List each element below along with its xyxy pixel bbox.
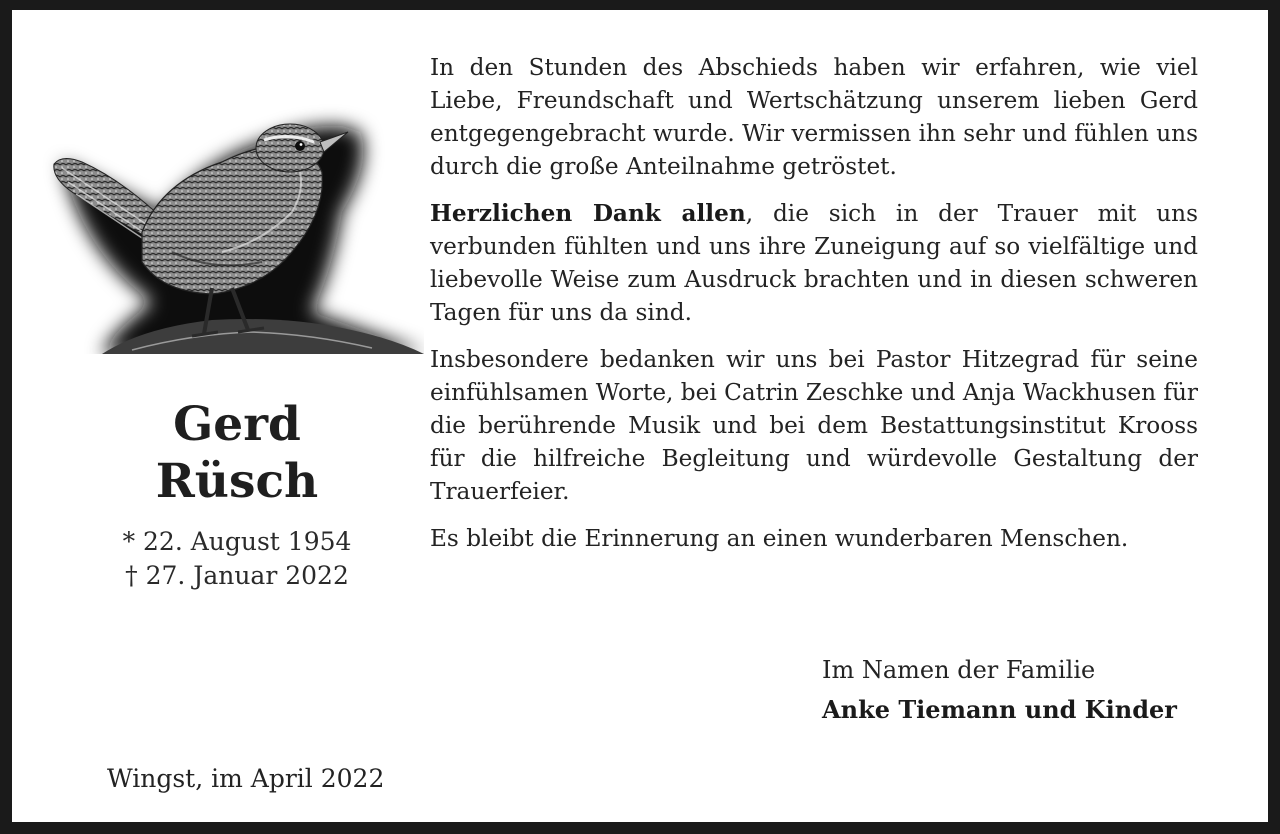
- deceased-last-name: Rüsch: [155, 454, 319, 509]
- paragraph-dank: [430, 197, 1198, 329]
- birth-date: * 22. August 1954: [122, 527, 352, 556]
- wren-bird-icon: [42, 102, 424, 354]
- dank-rest: , die sich in der Trauer mit uns verbunden fühlten und uns ihre Zuneigung auf so vielfältige und liebevolle Weise zum Ausdruck brachten und in diesen schweren Tagen für uns da sind.: [430, 200, 1198, 326]
- death-date: † 27. Januar 2022: [125, 561, 349, 590]
- place-date: Wingst, im April 2022: [107, 764, 385, 793]
- paragraph-insbesondere: Insbesondere bedanken wir uns bei Pastor Hitzegrad für seine einfühlsamen Worte, bei Catrin Zeschke und Anja Wackhusen für die berührende Musik und bei dem Bestattungsinstitut Krooss für die hilfreiche Begleitung und würdevolle Gestaltung der Trauerfeier.: [430, 346, 1198, 505]
- signature-names: Anke Tiemann und Kinder: [822, 695, 1177, 724]
- paragraph-abschied: In den Stunden des Abschieds haben wir erfahren, wie viel Liebe, Freundschaft und Wertschätzung unserem lieben Gerd entgegengebracht wurde. Wir vermissen ihn sehr und fühlen uns durch die große Anteilnahme getröstet.: [430, 54, 1198, 180]
- signature-intro: Im Namen der Familie: [822, 656, 1096, 684]
- deceased-first-name: Gerd: [173, 397, 301, 452]
- paragraph-erinnerung: Es bleibt die Erinnerung an einen wunderbaren Menschen.: [430, 525, 1129, 552]
- signature-block: [822, 650, 1202, 730]
- dank-bold-phrase: Herzlichen Dank allen: [430, 200, 746, 227]
- thank-you-text: [430, 51, 1198, 569]
